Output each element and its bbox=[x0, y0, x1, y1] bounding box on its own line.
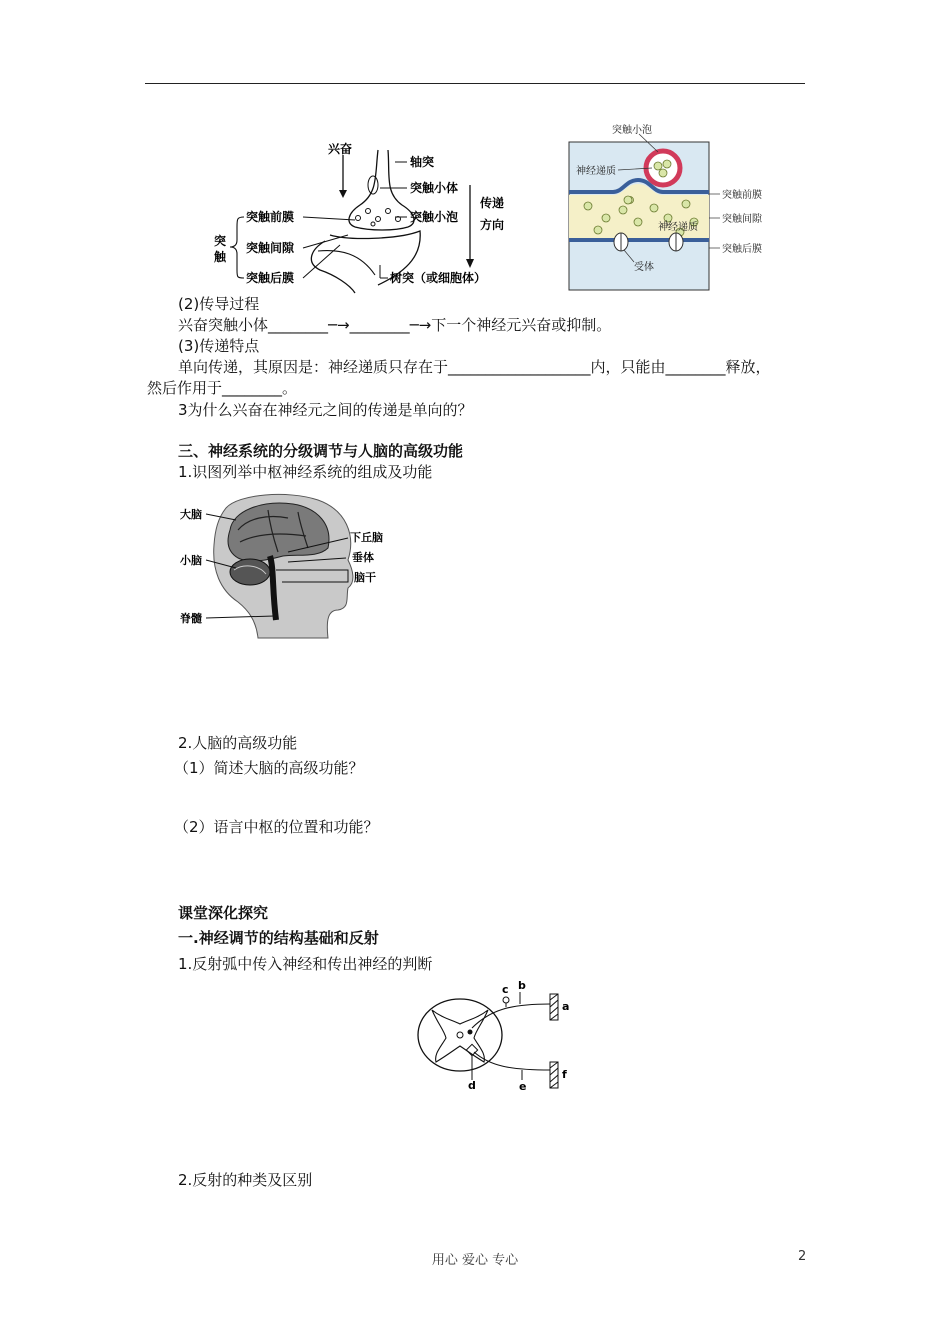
label-neurotransmitter-top: 神经递质 bbox=[576, 166, 616, 177]
reflex-item-2: 2.反射的种类及区别 bbox=[178, 1171, 313, 1189]
label-cleft: 突触间隙 bbox=[722, 214, 762, 225]
conduction-heading: (2)传导过程 bbox=[178, 295, 260, 313]
reflex-item-1: 1.反射弧中传入神经和传出神经的判断 bbox=[178, 955, 433, 973]
deepen-heading: 课堂深化探究 bbox=[178, 904, 269, 922]
item-1: 1.识图列举中枢神经系统的组成及功能 bbox=[178, 463, 433, 481]
footer-motto: 用心 爱心 专心 bbox=[431, 1253, 519, 1268]
label-brainstem: 脑干 bbox=[354, 571, 376, 584]
feature-line-1: 单向传递，其原因是：神经递质只存在于___________________内，只能由________释放， bbox=[178, 358, 771, 376]
part-1-heading: 一.神经调节的结构基础和反射 bbox=[178, 929, 379, 947]
label-cerebrum: 大脑 bbox=[180, 508, 202, 521]
label-presynaptic-membrane: 突触前膜 bbox=[246, 210, 295, 224]
label-receptor: 受体 bbox=[634, 262, 654, 273]
label-d: d bbox=[468, 1079, 476, 1092]
sub-question-2: （2）语言中枢的位置和功能？ bbox=[174, 818, 379, 836]
label-cerebellum: 小脑 bbox=[180, 554, 202, 567]
label-excitation: 兴奋 bbox=[328, 142, 353, 156]
label-spinal-cord: 脊髓 bbox=[180, 612, 202, 625]
label-postsynaptic-membrane: 突触后膜 bbox=[246, 271, 295, 285]
feature-line-2: 然后作用于________。 bbox=[147, 379, 298, 397]
question-3: 3为什么兴奋在神经元之间的传递是单向的？ bbox=[178, 401, 473, 419]
label-direction: 方向 bbox=[480, 218, 505, 232]
label-synapse-2: 触 bbox=[214, 250, 227, 264]
label-synaptic-knob: 突触小体 bbox=[410, 181, 459, 195]
brain-diagram bbox=[178, 490, 388, 640]
label-vesicle: 突触小泡 bbox=[612, 125, 652, 136]
label-a: a bbox=[562, 1000, 570, 1013]
label-neurotransmitter-mid: 神经递质 bbox=[658, 222, 698, 233]
label-dendrite: 树突（或细胞体） bbox=[390, 271, 487, 285]
label-f: f bbox=[562, 1068, 567, 1081]
page-number: 2 bbox=[798, 1249, 807, 1264]
sub-question-1: （1）简述大脑的高级功能？ bbox=[174, 759, 364, 777]
label-hypothalamus: 下丘脑 bbox=[350, 531, 383, 544]
feature-heading: (3)传递特点 bbox=[178, 337, 260, 355]
item-2: 2.人脑的高级功能 bbox=[178, 734, 298, 752]
label-synaptic-vesicle: 突触小泡 bbox=[410, 210, 459, 224]
label-transfer: 传递 bbox=[480, 196, 505, 210]
label-b: b bbox=[518, 980, 526, 992]
conduction-line: 兴奋突触小体________─→________─→下一个神经元兴奋或抑制。 bbox=[178, 316, 612, 334]
header-rule bbox=[145, 83, 805, 84]
section-3-heading: 三、神经系统的分级调节与人脑的高级功能 bbox=[178, 442, 464, 460]
synaptic-vesicle-diagram bbox=[568, 122, 778, 292]
label-presynaptic: 突触前膜 bbox=[722, 190, 762, 201]
label-e: e bbox=[519, 1080, 527, 1093]
label-c: c bbox=[502, 983, 509, 996]
label-postsynaptic: 突触后膜 bbox=[722, 244, 762, 255]
label-pituitary: 垂体 bbox=[352, 551, 374, 564]
reflex-arc-diagram bbox=[410, 980, 580, 1095]
label-synapse-1: 突 bbox=[214, 234, 227, 248]
label-axon: 轴突 bbox=[410, 155, 435, 169]
label-synaptic-cleft: 突触间隙 bbox=[246, 241, 295, 255]
synapse-structure-diagram bbox=[210, 135, 520, 295]
